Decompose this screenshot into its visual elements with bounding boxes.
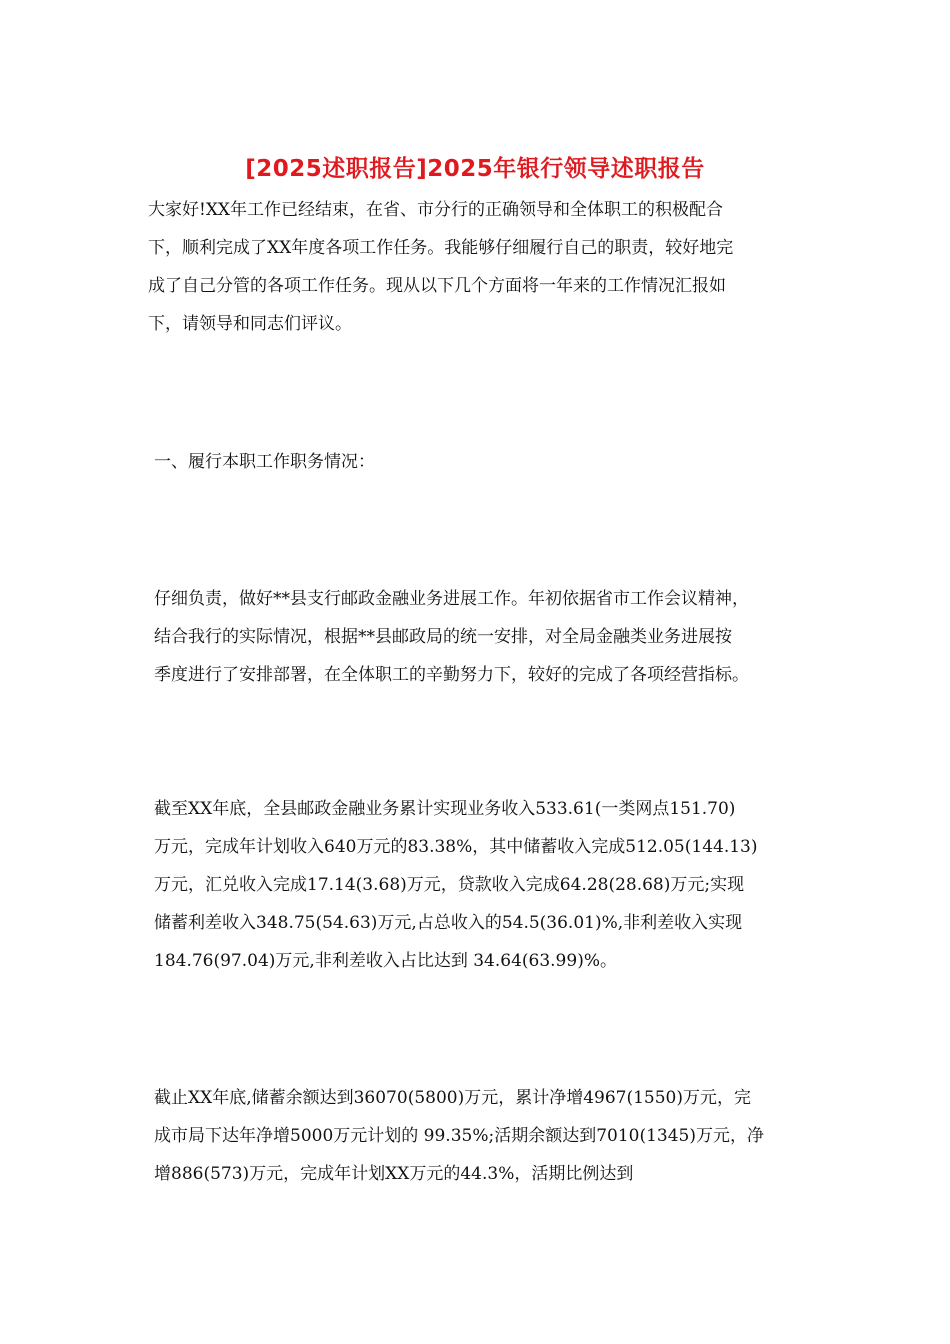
paragraph-savings-figures [148, 1079, 814, 1193]
text-line: 仔细负责，做好**县支行邮政金融业务进展工作。年初依据省市工作会议精神， [154, 589, 749, 609]
paragraph-work-summary [148, 580, 814, 694]
text-line: 下，请领导和同志们评议。 [148, 314, 352, 334]
text-line: 184.76(97.04)万元,非利差收入占比达到 34.64(63.99)%。 [154, 951, 617, 971]
text-line: 增886(573)万元，完成年计划XX万元的44.3%，活期比例达到 [154, 1164, 634, 1184]
document-title: [2025述职报告]2025年银行领导述职报告 [245, 156, 705, 182]
text-line: 结合我行的实际情况，根据**县邮政局的统一安排，对全局金融类业务进展按 [154, 627, 732, 647]
text-line: 储蓄利差收入348.75(54.63)万元,占总收入的54.5(36.01)%,非利差收入实现 [154, 913, 743, 933]
text-line: 截至XX年底，全县邮政金融业务累计实现业务收入533.61(一类网点151.70) [154, 799, 736, 819]
text-line: 万元，汇兑收入完成17.14(3.68)万元，贷款收入完成64.28(28.68)万元;实现 [154, 875, 745, 895]
text-line: 万元，完成年计划收入640万元的83.38%，其中储蓄收入完成512.05(144.13) [154, 837, 758, 857]
text-line: 一、履行本职工作职务情况： [154, 452, 375, 472]
paragraph-intro [148, 191, 808, 343]
paragraph-income-figures [148, 790, 814, 980]
text-line: 下，顺利完成了XX年度各项工作任务。我能够仔细履行自己的职责，较好地完 [148, 238, 734, 258]
text-line: 季度进行了安排部署，在全体职工的辛勤努力下，较好的完成了各项经营指标。 [154, 665, 749, 685]
section-heading [148, 443, 814, 481]
text-line: 大家好!XX年工作已经结束，在省、市分行的正确领导和全体职工的积极配合 [148, 200, 724, 220]
text-line: 成市局下达年净增5000万元计划的 99.35%;活期余额达到7010(1345)万元，净 [154, 1126, 765, 1146]
text-line: 截止XX年底,储蓄余额达到36070(5800)万元，累计净增4967(1550)万元，完 [154, 1088, 752, 1108]
text-line: 成了自己分管的各项工作任务。现从以下几个方面将一年来的工作情况汇报如 [148, 276, 726, 296]
